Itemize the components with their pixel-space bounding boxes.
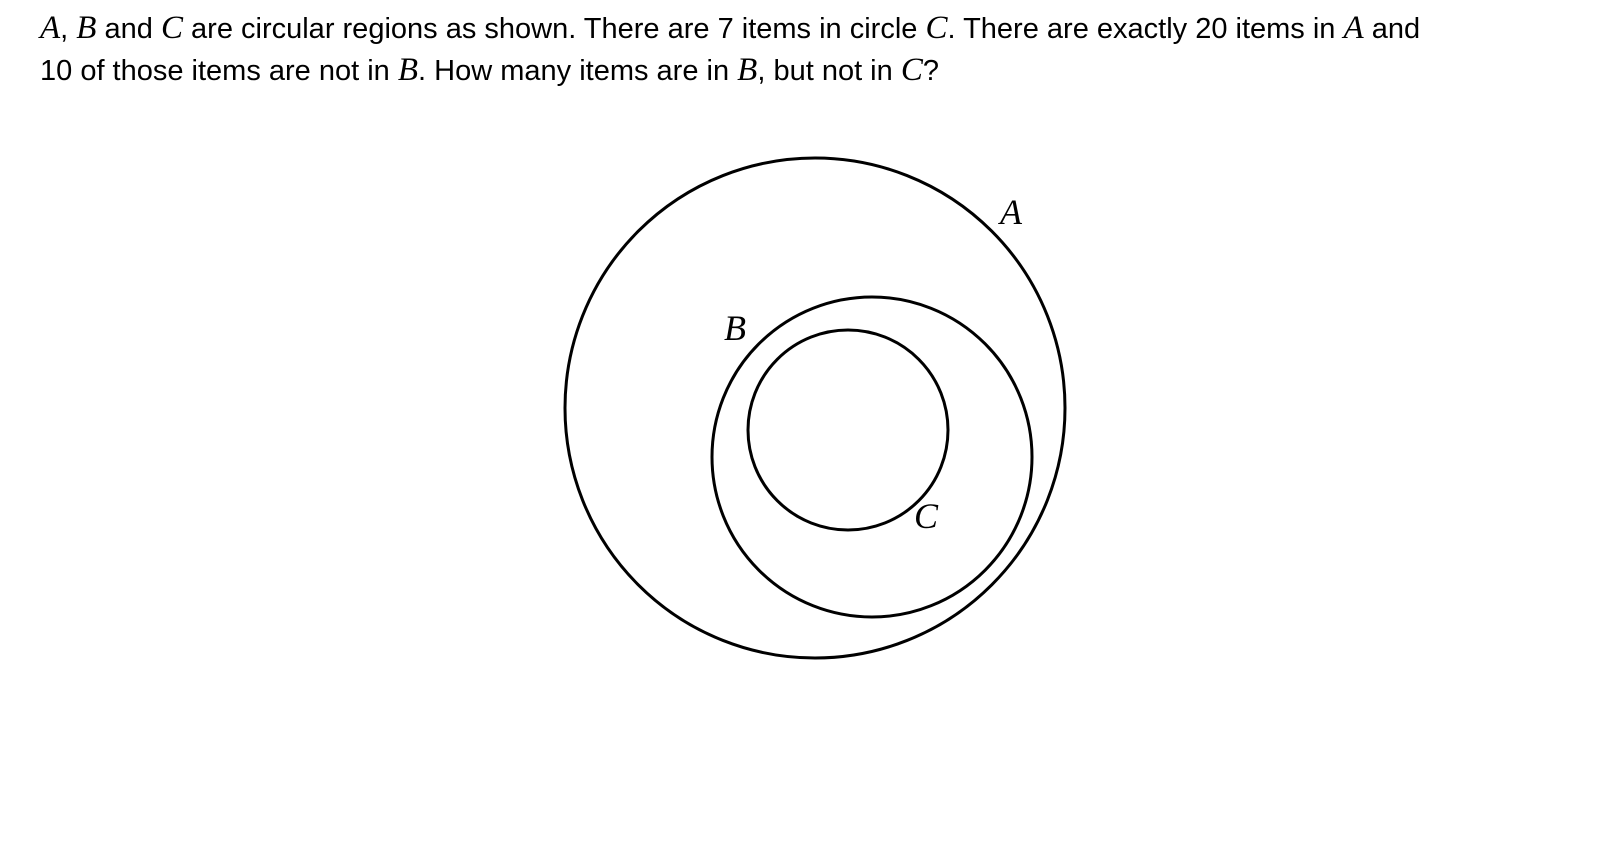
question-text-fragment: and [1363,13,1421,45]
math-symbol-c: C [925,10,948,46]
circle-a [565,158,1065,658]
math-symbol-b: B [76,10,97,46]
math-symbol-b: B [737,52,758,88]
question-text-fragment: are circular regions as shown. There are 7 items in circle [182,13,926,45]
math-symbol-c: C [160,10,183,46]
question-text-fragment: . There are exactly 20 items in [947,13,1344,45]
label-b: B [724,308,746,348]
question-text-fragment: . How many items are in [418,55,738,87]
question-text-fragment: ? [922,55,939,87]
math-symbol-a: A [1343,10,1364,46]
label-a: A [1000,192,1022,232]
question-text-fragment: and [96,13,161,45]
math-symbol-b: B [397,52,419,88]
math-symbol-a: A [40,10,61,46]
circle-b [712,297,1032,617]
question-text-fragment: , [60,13,77,45]
question-text-fragment: , but not in [757,55,901,87]
math-symbol-c: C [900,52,923,88]
label-c: C [914,496,939,536]
question-text-fragment: 10 of those items are not in [40,55,398,87]
